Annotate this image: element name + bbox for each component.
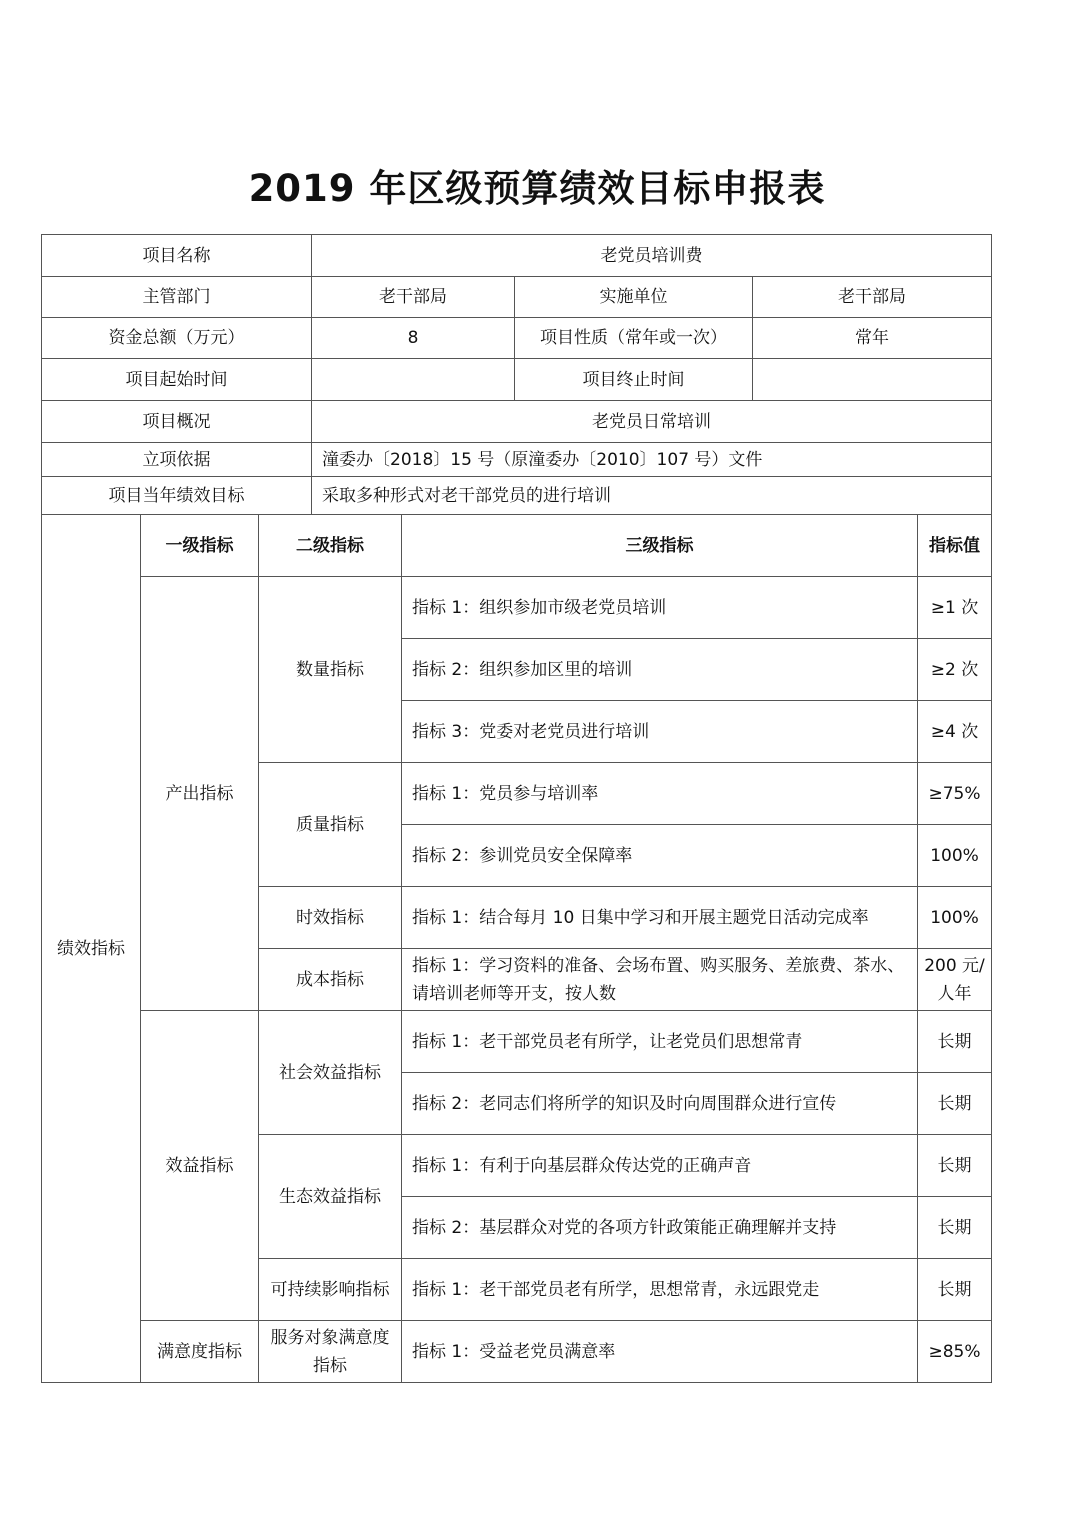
level2-timeliness: 时效指标 <box>259 887 402 949</box>
level1-benefit: 效益指标 <box>141 1011 259 1321</box>
overview-value: 老党员日常培训 <box>312 401 992 443</box>
indicator-value: 长期 <box>918 1197 992 1259</box>
nature-value: 常年 <box>753 318 992 359</box>
header-level3: 三级指标 <box>402 515 918 577</box>
indicator-value: 长期 <box>918 1259 992 1321</box>
level2-ecological: 生态效益指标 <box>259 1135 402 1259</box>
indicator-value: ≥4 次 <box>918 701 992 763</box>
header-level1: 一级指标 <box>141 515 259 577</box>
indicator-text: 指标 1：组织参加市级老党员培训 <box>402 577 918 639</box>
indicator-text: 指标 1：老干部党员老有所学，思想常青，永远跟党走 <box>402 1259 918 1321</box>
indicator-value: 100% <box>918 825 992 887</box>
page-title: 2019 年区级预算绩效目标申报表 <box>248 167 826 210</box>
indicator-text: 指标 1：结合每月 10 日集中学习和开展主题党日活动完成率 <box>402 887 918 949</box>
level2-quality: 质量指标 <box>259 763 402 887</box>
indicator-text: 指标 1：党员参与培训率 <box>402 763 918 825</box>
end-label: 项目终止时间 <box>515 359 753 401</box>
fund-label: 资金总额（万元） <box>42 318 312 359</box>
header-value: 指标值 <box>918 515 992 577</box>
indicator-value: ≥85% <box>918 1321 992 1383</box>
indicator-value: 长期 <box>918 1073 992 1135</box>
indicator-table <box>41 514 992 1383</box>
level2-quantity: 数量指标 <box>259 577 402 763</box>
fund-value: 8 <box>312 318 515 359</box>
end-value <box>753 359 992 401</box>
indicator-value: 长期 <box>918 1135 992 1197</box>
indicator-text: 指标 2：老同志们将所学的知识及时向周围群众进行宣传 <box>402 1073 918 1135</box>
basis-value: 潼委办〔2018〕15 号（原潼委办〔2010〕107 号）文件 <box>312 443 992 477</box>
basis-label: 立项依据 <box>42 443 312 477</box>
project-name-label: 项目名称 <box>42 235 312 277</box>
goal-value: 采取多种形式对老干部党员的进行培训 <box>312 477 992 515</box>
start-value <box>312 359 515 401</box>
indicator-text: 指标 1：有利于向基层群众传达党的正确声音 <box>402 1135 918 1197</box>
indicator-text: 指标 1：学习资料的准备、会场布置、购买服务、差旅费、茶水、请培训老师等开支，按人数 <box>402 949 918 1011</box>
indicator-value: ≥1 次 <box>918 577 992 639</box>
indicator-value: 200 元/人年 <box>918 949 992 1011</box>
indicator-value: 长期 <box>918 1011 992 1073</box>
start-label: 项目起始时间 <box>42 359 312 401</box>
indicator-text: 指标 2：参训党员安全保障率 <box>402 825 918 887</box>
header-level2: 二级指标 <box>259 515 402 577</box>
performance-section-label: 绩效指标 <box>42 515 141 1383</box>
dept-label: 主管部门 <box>42 277 312 318</box>
indicator-value: ≥75% <box>918 763 992 825</box>
unit-value: 老干部局 <box>753 277 992 318</box>
level2-service-satisfaction: 服务对象满意度指标 <box>259 1321 402 1383</box>
level2-sustainable: 可持续影响指标 <box>259 1259 402 1321</box>
level1-satisfaction: 满意度指标 <box>141 1321 259 1383</box>
level2-cost: 成本指标 <box>259 949 402 1011</box>
indicator-text: 指标 3：党委对老党员进行培训 <box>402 701 918 763</box>
indicator-text: 指标 1：受益老党员满意率 <box>402 1321 918 1383</box>
indicator-value: 100% <box>918 887 992 949</box>
level2-social: 社会效益指标 <box>259 1011 402 1135</box>
goal-label: 项目当年绩效目标 <box>42 477 312 515</box>
project-info-table <box>41 234 992 515</box>
unit-label: 实施单位 <box>515 277 753 318</box>
level1-output: 产出指标 <box>141 577 259 1011</box>
indicator-text: 指标 1：老干部党员老有所学，让老党员们思想常青 <box>402 1011 918 1073</box>
indicator-text: 指标 2：组织参加区里的培训 <box>402 639 918 701</box>
dept-value: 老干部局 <box>312 277 515 318</box>
project-name-value: 老党员培训费 <box>312 235 992 277</box>
indicator-value: ≥2 次 <box>918 639 992 701</box>
overview-label: 项目概况 <box>42 401 312 443</box>
indicator-text: 指标 2：基层群众对党的各项方针政策能正确理解并支持 <box>402 1197 918 1259</box>
nature-label: 项目性质（常年或一次） <box>515 318 753 359</box>
